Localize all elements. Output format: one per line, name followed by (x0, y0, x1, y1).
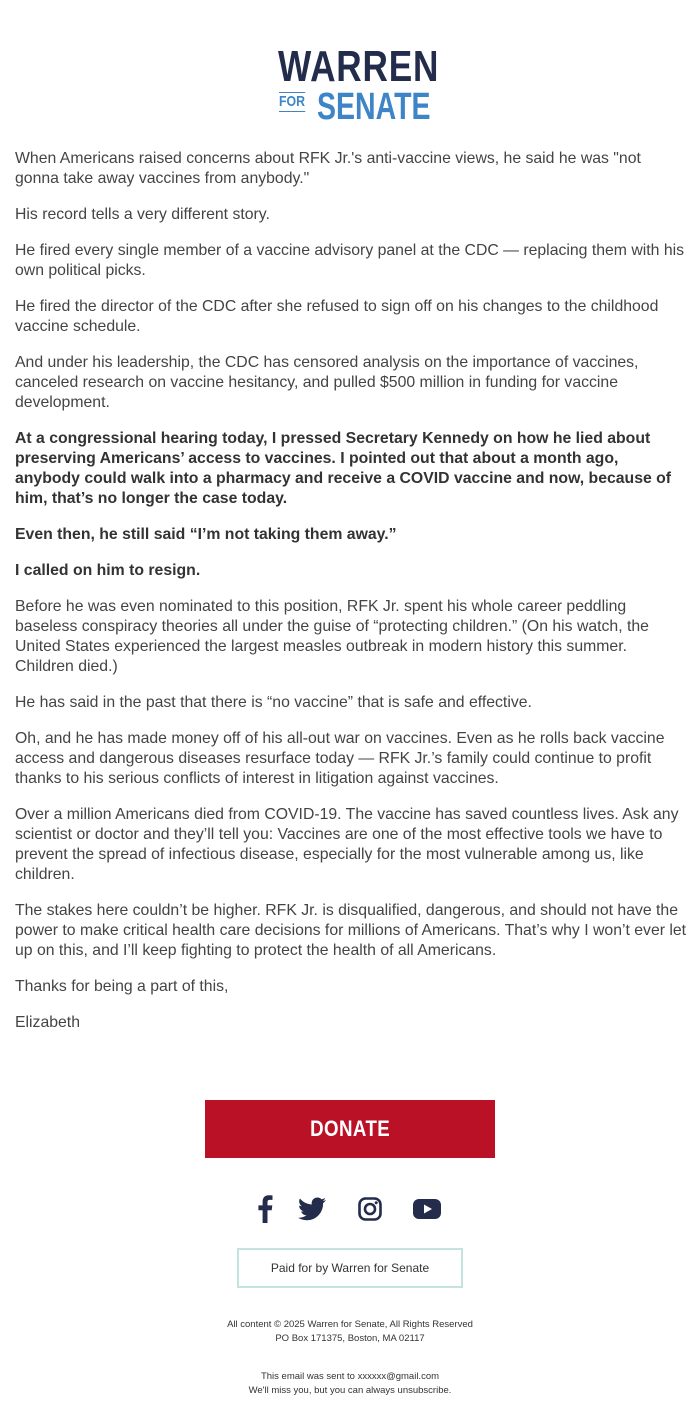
paid-for-disclaimer (237, 1248, 463, 1288)
youtube-icon[interactable] (411, 1193, 443, 1225)
body-paragraph: His record tells a very different story. (15, 206, 270, 223)
facebook-icon[interactable] (249, 1193, 281, 1225)
body-paragraph: Before he was even nominated to this position, RFK Jr. spent his whole career peddling baseless conspiracy theories all under the guise of “protecting children.” (On his watch, the United States experienced the largest measles outbreak in modern history this summer. Children died.) (15, 598, 649, 675)
logo-senate-text: SENATE (317, 86, 431, 128)
body-paragraph: Oh, and he has made money off of his all-out war on vaccines. Even as he rolls back vaccine access and dangerous diseases resurface today — RFK Jr.’s family could continue to profit thanks to his serious conflicts of interest in litigation against vaccines. (15, 730, 665, 787)
warren-for-senate-logo (278, 42, 440, 128)
paid-for-text: Paid for by Warren for Senate (270, 1261, 430, 1275)
body-paragraph: He fired the director of the CDC after she refused to sign off on his changes to the childhood vaccine schedule. (15, 298, 659, 335)
logo-warren-text: WARREN (278, 42, 440, 91)
body-paragraph: I called on him to resign. (15, 562, 201, 579)
footer-copyright: All content © 2025 Warren for Senate, All Rights Reserved (227, 1319, 473, 1330)
logo-for-text: FOR (279, 93, 305, 110)
footer-sent-to: This email was sent to xxxxxx@gmail.com (260, 1371, 440, 1382)
donate-button-label: DONATE (309, 1116, 391, 1141)
body-paragraph: At a congressional hearing today, I pressed Secretary Kennedy on how he lied about preserving Americans’ access to vaccines. I pointed out that about a month ago, anybody could walk into a pharmacy and receive a COVID vaccine and now, because of him, that’s no longer the case today. (15, 430, 672, 507)
body-paragraph: The stakes here couldn’t be higher. RFK Jr. is disqualified, dangerous, and should not have the power to make critical health care decisions for millions of Americans. That’s why I won’t ever let up on this, and I’ll keep fighting to protect the health of all Americans. (15, 902, 687, 959)
footer-email-info (0, 1370, 700, 1398)
instagram-icon[interactable] (354, 1193, 386, 1225)
unsubscribe-link[interactable]: We'll miss you, but you can always unsubscribe. (248, 1385, 452, 1396)
body-paragraph: Elizabeth (15, 1014, 80, 1031)
body-paragraph: And under his leadership, the CDC has censored analysis on the importance of vaccines, canceled research on vaccine hesitancy, and pulled $500 million in funding for vaccine development. (15, 354, 639, 411)
body-paragraph: When Americans raised concerns about RFK Jr.'s anti-vaccine views, he said he was "not gonna take away vaccines from anybody." (15, 150, 641, 187)
body-paragraph: Over a million Americans died from COVID-19. The vaccine has saved countless lives. Ask any scientist or doctor and they’ll tell you: Vaccines are one of the most effective tools we have to prevent the spread of infectious disease, especially for the most vulnerable among us, like children. (15, 806, 679, 883)
twitter-icon[interactable] (296, 1193, 328, 1225)
body-paragraph: He has said in the past that there is “no vaccine” that is safe and effective. (15, 694, 532, 711)
footer-address: PO Box 171375, Boston, MA 02117 (275, 1333, 425, 1344)
body-paragraph: Even then, he still said “I’m not taking them away.” (15, 526, 397, 543)
body-paragraph: Thanks for being a part of this, (15, 978, 229, 995)
body-paragraph: He fired every single member of a vaccine advisory panel at the CDC — replacing them with his own political picks. (15, 242, 685, 279)
footer-legal (0, 1318, 700, 1346)
social-links (249, 1193, 449, 1225)
donate-button[interactable] (205, 1100, 495, 1158)
email-body (15, 149, 687, 1049)
